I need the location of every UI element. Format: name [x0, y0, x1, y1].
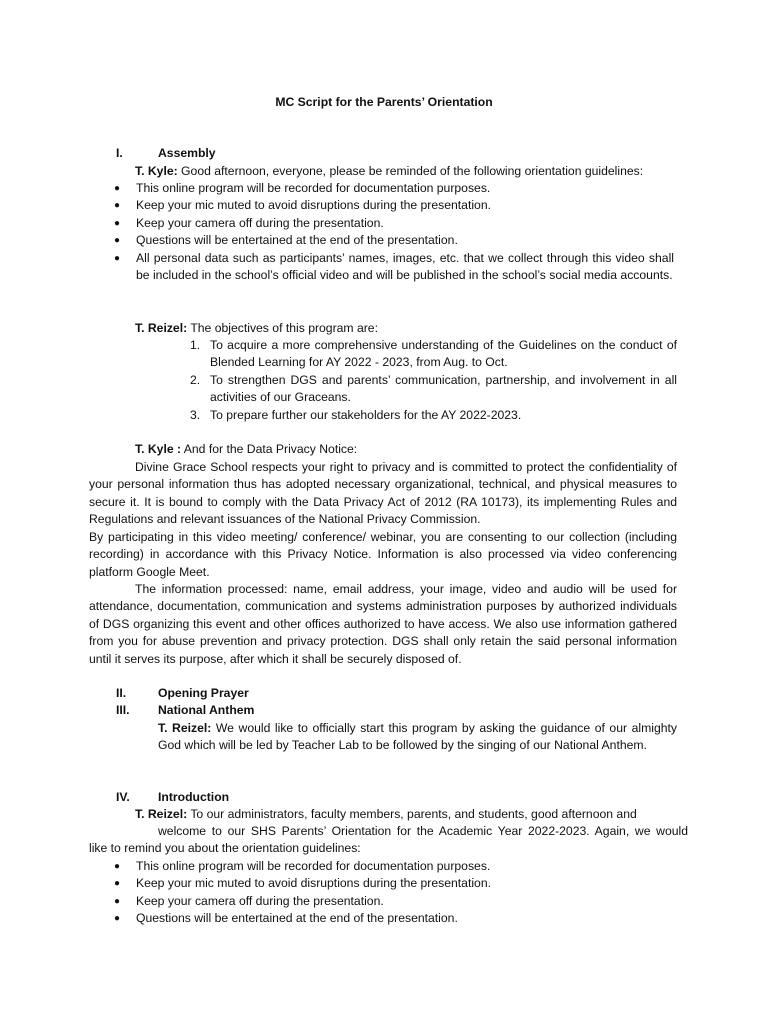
section-title: Assembly [158, 146, 216, 160]
section-heading-national-anthem [116, 702, 254, 719]
list-item: ● Questions will be entertained at the end of the presentation. [114, 232, 674, 249]
speaker-name: T. Reizel: [158, 721, 212, 735]
speech-text: To our administrators, faculty members, parents, and students, good afternoon and [187, 807, 637, 821]
speech-text: We would like to officially start this program by asking the guidance of our almighty God which will be led by Teacher Lab to be followed by the singing of our National Anthem. [158, 721, 677, 753]
speech-text: Good afternoon, everyone, please be reminded of the following orientation guidelines: [177, 164, 644, 178]
list-item: ● Keep your mic muted to avoid disruptions during the presentation. [114, 197, 674, 214]
list-item: ● Keep your camera off during the presentation. [114, 893, 674, 910]
list-item [190, 407, 677, 424]
item-text: To prepare further our stakeholders for the AY 2022-2023. [210, 407, 522, 422]
item-number: 2. [190, 372, 201, 387]
section-title: Introduction [158, 790, 230, 804]
introduction-line-3: like to remind you about the orientation guidelines: [89, 841, 361, 855]
anthem-speech [158, 720, 677, 755]
item-number: 1. [190, 338, 201, 352]
section-heading-opening-prayer [116, 685, 249, 702]
list-item [190, 337, 677, 372]
list-item: ● This online program will be recorded for documentation purposes. [114, 858, 674, 875]
item-text: To acquire a more comprehensive understanding of the Guidelines on the conduct of Blended Learning for AY 2022 - 2023, from Aug. to Oct. [210, 338, 677, 370]
section-numeral: IV. [116, 790, 130, 804]
list-item: ● Keep your camera off during the presentation. [114, 215, 674, 232]
assembly-intro [135, 163, 695, 180]
speaker-name: T. Kyle : [135, 442, 182, 456]
section-heading-introduction [116, 789, 229, 806]
section-numeral: I. [116, 146, 123, 160]
section-title: National Anthem [158, 703, 255, 717]
item-number: 3. [190, 407, 201, 422]
list-item: ● Questions will be entertained at the end of the presentation. [114, 910, 674, 927]
objectives-list [190, 337, 677, 424]
section-title: Opening Prayer [158, 686, 249, 700]
speech-text: And for the Data Privacy Notice: [181, 442, 358, 456]
privacy-paragraph-3: The information processed: name, email address, your image, video and audio will be used for attendance, documentation, communication and systems administration purposes by authorized individuals of DGS organizing this event and other offices authorized to have access. We also use information gathered from you for abuse prevention and privacy protection. DGS shall only retain the said personal information until it serves its purpose, after which it shall be securely disposed of. [89, 582, 677, 666]
speaker-name: T. Reizel: [135, 807, 188, 821]
list-item [190, 372, 677, 407]
speaker-name: T. Kyle: [135, 164, 178, 178]
speaker-name: T. Reizel: [135, 321, 188, 335]
list-item: ● Keep your mic muted to avoid disruptions during the presentation. [114, 875, 674, 892]
section-numeral: II. [116, 686, 127, 700]
introduction-line-1 [135, 806, 695, 823]
section-numeral: III. [116, 703, 130, 717]
introduction-line-2: welcome to our SHS Parents’ Orientation for the Academic Year 2022-2023. Again, we would [158, 824, 688, 838]
introduction-guidelines-list [114, 858, 674, 928]
assembly-guidelines-list [114, 180, 674, 284]
list-item: ● This online program will be recorded for documentation purposes. [114, 180, 674, 197]
item-text: To strengthen DGS and parents’ communication, partnership, and involvement in all activities of our Graceans. [210, 372, 677, 405]
document-title: MC Script for the Parents’ Orientation [275, 95, 493, 109]
privacy-paragraph-2: By participating in this video meeting/ conference/ webinar, you are consenting to our collection (including recording) in accordance with this Privacy Notice. Information is also processed via video conferencing platform Google Meet. [89, 530, 677, 579]
speech-text: The objectives of this program are: [187, 321, 378, 335]
privacy-paragraph-1: Divine Grace School respects your right to privacy and is committed to protect the confidentiality of your personal information thus has adopted necessary organizational, technical, and physical measures to secure it. It is bound to comply with the Data Privacy Act of 2012 (RA 10173), its implementing Rules and Regulations and relevant issuances of the National Privacy Commission. [89, 460, 677, 527]
list-item: ● All personal data such as participants’ names, images, etc. that we collect through this video shall be included in the school’s official video and will be published in the school’s social media accounts. [114, 250, 674, 285]
section-heading-assembly [116, 145, 216, 162]
objectives-intro [135, 320, 695, 337]
privacy-intro [135, 441, 695, 458]
